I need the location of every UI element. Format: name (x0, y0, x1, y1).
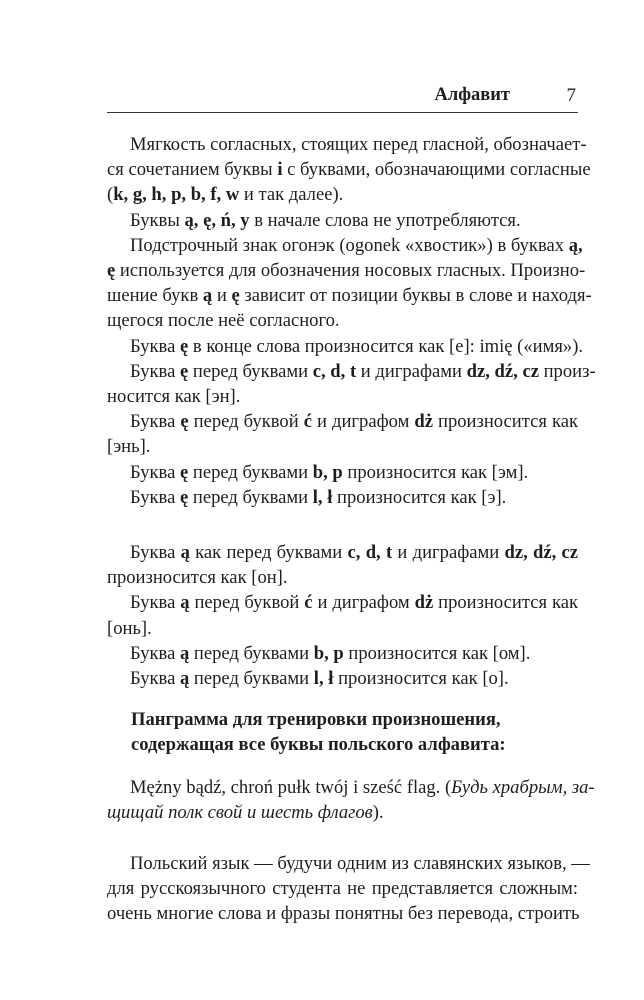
text: Буква (130, 642, 180, 664)
text: в начале слова не употребляются. (249, 209, 521, 231)
text: Буква (130, 461, 180, 483)
text-line (107, 308, 578, 333)
text: произносится как (432, 411, 578, 433)
text: используется для обозначения носовых гласных. Произно- (115, 260, 586, 282)
text: произносится как [о]. (333, 668, 509, 690)
text-line (107, 616, 578, 641)
text-line (107, 182, 578, 207)
bold-text: ą, (568, 234, 583, 256)
text: Буква (130, 411, 181, 433)
text-line (107, 208, 578, 233)
text: перед буквой (188, 411, 304, 433)
text: произ- (538, 360, 596, 382)
text: и так далее). (239, 184, 344, 206)
text-line (107, 641, 578, 666)
text: Буква (130, 335, 180, 357)
text: перед буквой (189, 592, 305, 614)
paragraph (107, 775, 595, 825)
text: ся сочетанием буквы (107, 159, 278, 181)
bold-text: ę (179, 461, 189, 483)
paragraph (107, 540, 578, 590)
text: Мягкость согласных, стоящих перед гласной, обозначает- (130, 134, 587, 155)
bold-text: dż (414, 411, 433, 433)
text: Панграмма для тренировки произношения, (131, 709, 501, 731)
page-body (107, 132, 596, 927)
text-section (107, 851, 590, 927)
paragraph (107, 233, 592, 334)
italic-text: щищай полк свой и шесть флагов (107, 801, 373, 823)
bold-text: ć (303, 411, 312, 433)
text: произносится как [эм]. (342, 461, 529, 483)
text-line (107, 732, 578, 757)
paragraph (107, 666, 578, 691)
text: шение букв (107, 285, 203, 307)
bold-text: ę (107, 260, 116, 282)
text-line (107, 233, 583, 258)
bold-text: ę (179, 486, 189, 508)
text-line (107, 283, 592, 308)
text: Буква (130, 542, 181, 564)
text: и (212, 285, 232, 307)
text-line (107, 590, 578, 615)
text: содержащая все буквы польского алфавита: (131, 734, 506, 756)
text: Буква (130, 486, 180, 508)
paragraph (107, 590, 578, 640)
paragraph (107, 485, 578, 510)
text: перед буквами (189, 668, 314, 690)
text: Буква (130, 360, 180, 382)
text-line (107, 775, 595, 800)
bold-text: l, ł (313, 668, 334, 690)
bold-text: ę (180, 411, 189, 433)
text: Подстрочный знак огонэк (ogonek «хвостик») в буквах (130, 234, 569, 256)
text: произносится как (433, 592, 578, 614)
text-line (107, 409, 578, 434)
text-line (107, 334, 584, 359)
text-line (107, 666, 578, 691)
text: щегося после неё согласного. (107, 310, 340, 332)
running-header (107, 84, 578, 113)
chapter-title: Алфавит (434, 85, 510, 105)
italic-text: Будь храбрым, за- (451, 776, 595, 798)
page-number: 7 (566, 85, 576, 106)
heading (107, 707, 578, 757)
text: зависит от позиции буквы в слове и находя- (239, 285, 592, 307)
text: и диграфами (392, 542, 505, 564)
bold-text: ć (304, 592, 313, 614)
text: очень многие слова и фразы понятны без перевода, строить (107, 903, 580, 925)
text-line (107, 876, 578, 901)
bold-text: b, p (313, 642, 344, 664)
bold-text: b, p (312, 461, 343, 483)
text-line (107, 359, 596, 384)
text: Буквы (130, 209, 185, 231)
text: Буква (130, 668, 180, 690)
text: с буквами, обозначающими согласные (282, 159, 591, 181)
text: перед буквами (189, 642, 314, 664)
text-section (107, 775, 595, 825)
text-line (107, 540, 578, 565)
text-line (107, 434, 578, 459)
bold-text: ą (179, 642, 190, 664)
text-line (107, 485, 578, 510)
paragraph (107, 851, 590, 927)
text: и диграфом (312, 592, 415, 614)
text-line (107, 132, 587, 157)
text: перед буквами (188, 486, 313, 508)
paragraph (107, 460, 578, 485)
text: ). (372, 801, 384, 823)
text: в конце слова произносится как [e]: imię («имя»). (188, 335, 584, 357)
text: Mężny bądź, chroń pułk twój i sześć flag. ( (130, 776, 452, 798)
text: и диграфами (356, 360, 467, 382)
paragraph (107, 409, 578, 459)
paragraph (107, 208, 578, 233)
bold-text: dz, dź, cz (504, 542, 578, 564)
bold-text: i (277, 159, 283, 181)
bold-text: ą (180, 592, 190, 614)
text: [энь]. (107, 436, 151, 458)
text: произносится как [ом]. (343, 642, 531, 664)
text-line (107, 460, 578, 485)
bold-text: dz, dź, cz (466, 360, 539, 382)
text-line (107, 258, 586, 283)
text-line (107, 565, 578, 590)
text: Буква (130, 592, 181, 614)
bold-text: ą (202, 285, 213, 307)
text: ( (107, 184, 114, 206)
text-line (107, 901, 578, 926)
section-heading (107, 707, 578, 757)
bold-text: ą (180, 542, 190, 564)
bold-text: ą, ę, ń, y (184, 209, 250, 231)
paragraph (107, 359, 596, 409)
text-line (107, 157, 591, 182)
bold-text: ę (179, 335, 189, 357)
text-line (107, 800, 578, 825)
text-line (107, 384, 578, 409)
text-line (107, 707, 578, 732)
text-line (107, 851, 590, 876)
bold-text: k, g, h, p, b, f, w (113, 184, 240, 206)
paragraph (107, 641, 578, 666)
text: перед буквами (188, 360, 313, 382)
text-section (107, 540, 578, 691)
bold-text: ą (179, 668, 190, 690)
bold-text: c, d, t (312, 360, 357, 382)
text: перед буквами (188, 461, 313, 483)
paragraph (107, 334, 584, 359)
text-section (107, 132, 596, 510)
text: и диграфом (311, 411, 415, 433)
text: носится как [эн]. (107, 386, 241, 408)
text: произносится как [он]. (107, 567, 288, 589)
bold-text: l, ł (312, 486, 333, 508)
bold-text: dż (414, 592, 434, 614)
text: [онь]. (107, 617, 152, 639)
text: произносится как [э]. (332, 486, 507, 508)
bold-text: c, d, t (347, 542, 393, 564)
text: Польский язык — будучи одним из славянских языков, — (130, 853, 590, 875)
text: как перед буквами (189, 542, 348, 564)
bold-text: ę (231, 285, 240, 307)
text: для русскоязычного студента не представляется сложным: (107, 878, 578, 900)
paragraph (107, 132, 591, 208)
bold-text: ę (179, 360, 189, 382)
